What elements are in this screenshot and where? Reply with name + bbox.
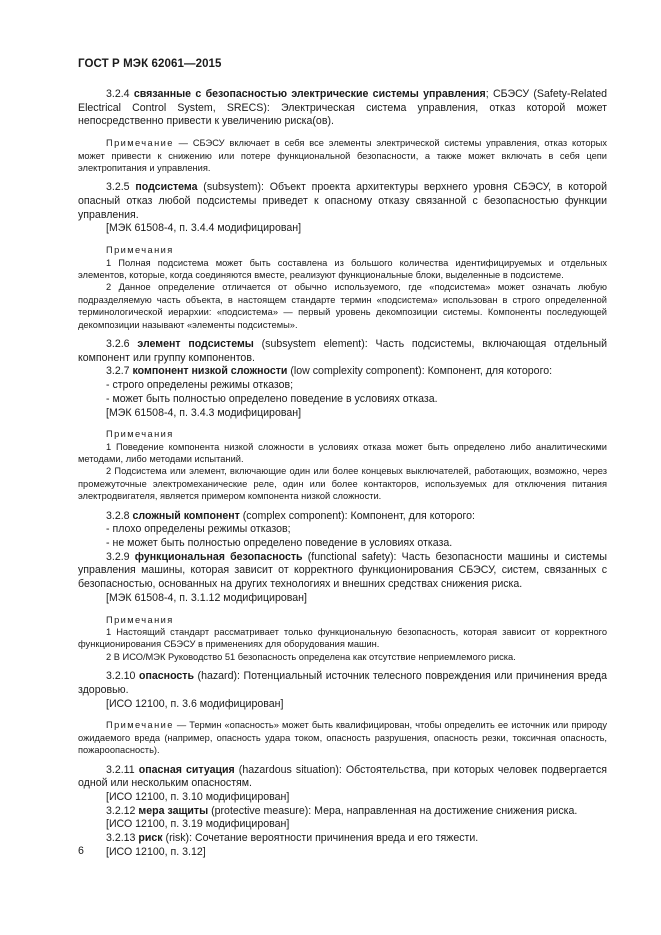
list-item: - не может быть полностью определено поведение в условиях отказа.: [106, 537, 453, 550]
list-item: - плохо определены режимы отказов;: [106, 523, 291, 536]
page-number: 6: [78, 845, 84, 857]
term-3-2-4: 3.2.4 связанные с безопасностью электрические системы управления; СБЭСУ (Safety-Related Electrical Control System, SRECS): Электрическая система управления, отказ которой может непосредственно привести к увеличению риска(ов).: [78, 88, 608, 128]
term-3-2-13: 3.2.13 риск (risk): Сочетание вероятности причинения вреда и его тяжести.: [106, 832, 479, 845]
term-name: связанные с безопасностью электрические системы управления: [133, 88, 486, 100]
notes-heading: Примечания: [106, 429, 174, 440]
reference-3-2-5: [МЭК 61508-4, п. 3.4.4 модифицирован]: [106, 222, 302, 235]
list-item: - может быть полностью определено поведение в условиях отказа.: [106, 392, 438, 405]
term-name: функциональная безопасность: [134, 550, 303, 563]
page-header: ГОСТ Р МЭК 62061—2015: [78, 58, 222, 70]
note-3-2-10: Примечание — Термин «опасность» может быть квалифицирован, чтобы определить ее источник или природу ожидаемого вреда (например, опасность удара током, опасность разрушения, опасность резки, токсичная опасность, пожароопасность).: [78, 720, 607, 756]
term-name: мера защиты: [138, 804, 209, 817]
term-name: подсистема: [135, 181, 198, 194]
term-3-2-7: 3.2.7 компонент низкой сложности (low complexity component): Компонент, для которого:: [106, 365, 553, 378]
list-item: - строго определены режимы отказов;: [106, 379, 294, 392]
term-name: риск: [138, 832, 163, 845]
notes-heading: Примечания: [106, 614, 174, 625]
note-3-2-7-2: 2 Подсистема или элемент, включающие один или более концевых выключателей, работающих, возможно, через промежуточные электромеханические реле, один или более контакторов, используемых для отключения питания электродвигателя, является примером компонента низкой сложности.: [78, 466, 607, 502]
reference-3-2-13: [ИСО 12100, п. 3.12]: [106, 845, 206, 858]
note-3-2-5-1: 1 Полная подсистема может быть составлена из большого количества идентифицируемых и отдельных элементов, которые, когда соединяются вместе, реализуют функциональные блоки, выделенные в подсистеме.: [78, 257, 607, 280]
term-3-2-6: 3.2.6 элемент подсистемы (subsystem element): Часть подсистемы, включающая отдельный компонент или группу компонентов.: [78, 337, 607, 364]
reference-3-2-7: [МЭК 61508-4, п. 3.4.3 модифицирован]: [106, 406, 302, 419]
reference-3-2-11: [ИСО 12100, п. 3.10 модифицирован]: [106, 790, 290, 803]
term-name: опасная ситуация: [138, 763, 235, 776]
reference-3-2-9: [МЭК 61508-4, п. 3.1.12 модифицирован]: [106, 591, 307, 604]
term-3-2-12: 3.2.12 мера защиты (protective measure): Мера, направленная на достижение снижения риска.: [106, 804, 578, 817]
term-3-2-11: 3.2.11 опасная ситуация (hazardous situation): Обстоятельства, при которых человек подвергается одной или нескольким опасностям.: [78, 763, 607, 790]
note-label: Примечание: [106, 720, 174, 731]
notes-heading: Примечания: [106, 245, 174, 256]
note-3-2-4: Примечание — СБЭСУ включает в себя все элементы электрической системы управления, отказ которых может привести к снижению или потере функциональной безопасности, а также может включать в себя цепи электропитания и управления.: [78, 138, 607, 173]
page-content: [78, 88, 607, 859]
note-3-2-7-1: 1 Поведение компонента низкой сложности в условиях отказа может быть определено либо аналитическими методами, либо методами испытаний.: [78, 441, 607, 465]
term-name: компонент низкой сложности: [132, 365, 288, 378]
term-3-2-5: 3.2.5 подсистема (subsystem): Объект проекта архитектуры верхнего уровня СБЭСУ, в которой опасный отказ любой подсистемы приведет к опасному отказу связанной с безопасностью функции управления.: [78, 181, 607, 221]
reference-3-2-10: [ИСО 12100, п. 3.6 модифицирован]: [106, 697, 284, 710]
note-3-2-9-1: 1 Настоящий стандарт рассматривает только функциональную безопасность, которая зависит от корректного функционирования СБЭСУ в применениях для оборудования машин.: [78, 626, 607, 650]
term-3-2-10: 3.2.10 опасность (hazard): Потенциальный источник телесного повреждения или причинения вреда здоровью.: [78, 670, 607, 696]
term-3-2-9: 3.2.9 функциональная безопасность (functional safety): Часть безопасности машины и системы управления машины, которая зависит от корректного функционирования СБЭСУ, систем, связанных с безопасностью, основанных на других технологиях и внешних средствах снижения риска.: [78, 550, 607, 591]
note-label: Примечание: [106, 138, 174, 149]
term-3-2-8: 3.2.8 сложный компонент (complex component): Компонент, для которого:: [106, 509, 475, 522]
note-3-2-9-2: 2 В ИСО/МЭК Руководство 51 безопасность определена как отсутствие неприемлемого риска.: [106, 651, 516, 662]
note-3-2-5-2: 2 Данное определение отличается от обычно используемого, где «подсистема» может означать любую подразделяемую часть объекта, в настоящем стандарте термин «подсистема» использован в строго определенной терминологической иерархии: «подсистема» — первый уровень декомпозиции системы. Компоненты последующей декомпозиции называют «элементы подсистемы».: [78, 282, 607, 330]
term-name: элемент подсистемы: [137, 337, 254, 350]
term-name: опасность: [139, 670, 194, 683]
term-name: сложный компонент: [132, 509, 240, 522]
reference-3-2-12: [ИСО 12100, п. 3.19 модифицирован]: [106, 818, 290, 831]
